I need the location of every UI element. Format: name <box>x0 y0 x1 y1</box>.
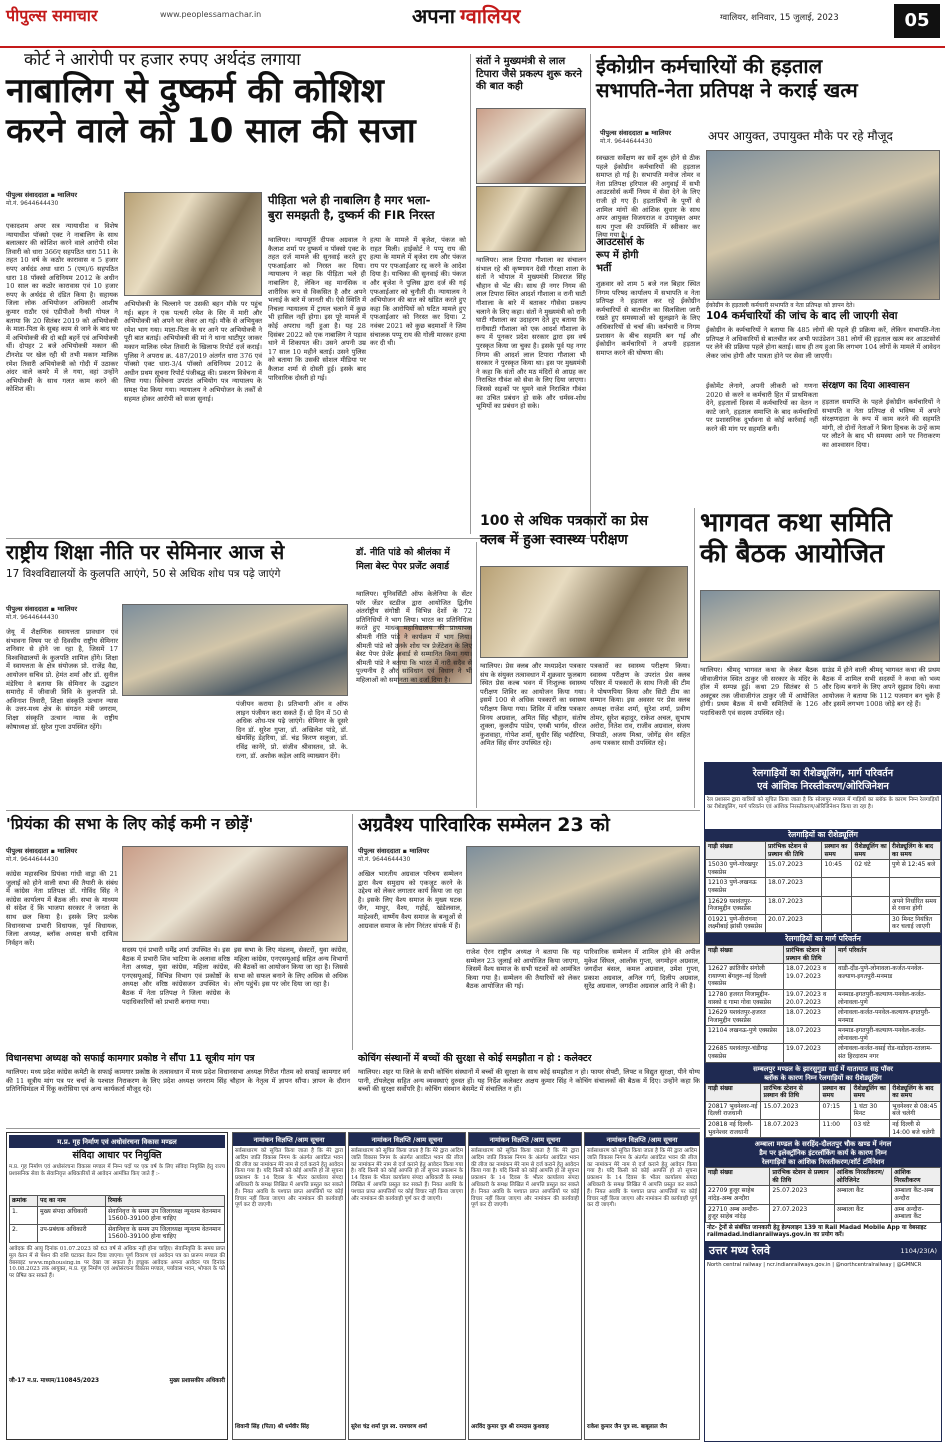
railway-t4-head-2: डैम पर इलेक्ट्रॉनिक इंटरलॉकिंग कार्य के कारण निम्न <box>759 1149 887 1158</box>
notice-text: सर्वसाधारण को सूचित किया जाता है कि मेरे द्वारा आदिम जाति विकास निगम के अंतर्गत आवंटित भवन की लीज का नामांकन मेरे नाम से दर्ज कराने हेतु आवेदन किया गया है। यदि किसी को कोई आपत्ति हो तो सूचना प्रकाशन के 14 दिवस के भीतर कार्यालय संपदा अधिकारी के समक्ष लिखित में आपत्ति प्रस्तुत कर सकते हैं। नियत अवधि के पश्चात प्राप्त आपत्तियों पर कोई विचार नहीं किया जाएगा और नामांकन की कार्यवाही पूर्ण कर दी जाएगी। <box>235 1148 343 1209</box>
table-row <box>10 1206 225 1224</box>
railway-footer-note: नोट- ट्रेनों से संबंधित जानकारी हेतु हेल्पलाइन 139 या Rail Madad Mobile App या वेबसाइट railmadad.indianrailways.gov.in का प्रयोग करें। <box>707 1224 927 1238</box>
story1-headline-1: नाबालिग से दुष्कर्म की कोशिश <box>6 70 384 111</box>
cell: अम्ब अन्दौरा-अम्बाला कैंट <box>892 1204 941 1222</box>
housing-contact: मुख्य प्रशासकीय अधिकारी <box>169 1377 225 1384</box>
agrawal-meeting-photo <box>466 846 700 944</box>
story2-headline-2: बुरा समझती है, दुष्कर्म की FIR निरस्त <box>268 208 435 223</box>
table-row <box>706 896 941 914</box>
col-header: प्रस्थान का समय <box>822 842 852 860</box>
seminar-photo <box>122 604 348 696</box>
cell: वाडी-दौंड-पुणे-लोनावला-कर्जत-पनवेल-कल्याण-इगतपुरी-मनमाड <box>836 964 941 990</box>
cell <box>822 878 852 896</box>
notice-4 <box>584 1132 700 1440</box>
col-header: क्रमांक <box>10 1195 38 1206</box>
divider <box>476 542 477 808</box>
mobile: मो.नं. 9644644430 <box>6 614 59 621</box>
cell: सेवानिवृत्त के समय उप जिलाध्यक्ष न्यूनतम वेतनमान 15600-39100 होना चाहिए <box>106 1224 225 1242</box>
story6-headline-1: डॉ. नीति पांडे को श्रीलंका में <box>356 547 450 558</box>
reporter: पीपुल्स संवाददाता <box>6 191 49 199</box>
cell: 20818 नई दिल्ली-भुवनेश्वर राजधानी <box>706 1120 761 1138</box>
cell: 27.07.2023 <box>770 1204 834 1222</box>
cell <box>852 878 890 896</box>
table-row <box>706 964 941 990</box>
housing-dept: म.प्र. गृह निर्माण एवं अधोसंरचना विकास मण्डल <box>9 1135 225 1148</box>
story7-col2: पत्रकारों का स्वास्थ्य परीक्षण किया। स्वास्थ्य परीक्षण के उपरांत प्रेस क्लब परिसर में पत्रकारों के साथ निजी की टीम ने पोषणपिया किया और सिटी टीम का सम्मान किया। इस अवसर पर प्रेस क्लब अध्यक्ष राजेश शर्मा, सुरेश शर्मा, प्रवीण तोमर, सुरेश बहादुर, राकेश अचल, सुभाष अरोरा, नितेश राव, राजीव अग्रवाल, संजय त्रिपाठी, अजय मिश्रा, जोगेंद्र सेन सहित अन्य पत्रकार साथी उपस्थित रहे। <box>590 662 690 748</box>
col-header: गाड़ी संख्या <box>706 945 784 963</box>
col-header: प्रारंभिक स्टेशन से प्रस्थान की तिथि <box>784 945 836 963</box>
city: ग्वालियर <box>409 847 429 855</box>
table-row <box>706 1186 941 1204</box>
story-saints-cm <box>476 56 584 116</box>
cell: 19.07.2023 व 20.07.2023 <box>784 989 836 1007</box>
cell: लोनावला-कर्जत-पनवेल-कल्याण-इगतपुरी-मनमाड <box>836 1008 941 1026</box>
cell: 30 मिनट नियंत्रित कर चलाई जाएगी <box>889 914 940 932</box>
reporter: पीपुल्स संवाददाता <box>358 847 401 855</box>
divider <box>352 814 353 1050</box>
ambala-table <box>705 1167 941 1223</box>
story2-col2: हत्या के मामले में बृजेश, पंकज को राहत मिली। हाईकोर्ट ने पप्पू राय की हत्या के मामले में बृजेश राय और पंकज राय पर एफआईआर रद्द करने के आदेश दिया है। याचिका की सुनवाई की। पंकज और बृजेश ने पुलिस द्वारा दर्ज की गई एफआईआर को चुनौती दी। न्यायालय ने अभियोजन की बात को खंडित करते हुए कहा कि आरोपियों को घटित मामले हुए एफआईआर को निरस्त कर दिया। 2 नवंबर 2021 को कुछ बदमाशों ने जिम संचालक पप्पू राय की गोली मारकर हत्या कर दी थी। <box>370 236 466 348</box>
story10-col2: राजेश ऐरन राष्ट्रीय अध्यक्ष ने बताया कि यह सम्मेलन 23 जुलाई को आयोजित किया जाएगा, जिसमें वैश्य समाज के सभी घटकों को आमंत्रित किया गया है। सम्मेलन की तैयारियों को लेकर बैठक आयोजित की गई। <box>466 948 580 991</box>
col-header: पद का नाम <box>38 1195 106 1206</box>
story-education-seminar <box>6 542 350 598</box>
cell: 22685 यशवंतपुर-चंडीगढ़ एक्सप्रेस <box>706 1044 784 1062</box>
notice-signature: सुरेश चंद्र शर्मा पुत्र स्व. रामचरण शर्मा <box>351 1424 427 1430</box>
story4-col1b: शुक्रवार को शाम 5 बजे नल बिहार स्थित निगम परिषद कार्यालय में सभापति व नेता प्रतिपक्ष ने हड़ताल कर रहे ईकोग्रीन कर्मचारियों से बातचीत का सिलसिला जारी रखते हुए समस्याओं को सुलझाने के लिए अधिकारियों से चर्चा की। कर्मचारी व निगम प्रशासन के बीच सहमति बन गई और ईकोग्रीन कर्मचारियों ने अपनी हड़ताल समाप्त करने की घोषणा की। <box>596 280 700 357</box>
story11-headline: विधानसभा अध्यक्ष को सफाई कामगार प्रकोष्ठ ने सौंपा 11 सूत्रीय मांग पत्र <box>6 1053 255 1064</box>
story1-headline-2: करने वाले को 10 साल की सजा <box>6 110 416 151</box>
section-title <box>412 6 520 36</box>
outsource-subhead: आउटसोर्स के रूप में होगी भर्ती <box>596 237 645 274</box>
table-row <box>706 878 941 896</box>
railway-banner <box>705 763 941 795</box>
story1-col2: अभियोक्त्री के चिल्लाने पर उसकी बहन मौके पर पहुंच गई। बहन ने एक पत्थरी रमेश के सिर में मारी और अभियोक्त्री को अपने घर लेकर आ गई। मौके से अभियुक्त रमेश भाग गया। माता-पिता के घर आने पर अभियोक्त्री ने पूरी बात बताई। अभियोक्त्री की मां ने थाना थाटीपुर जाकर मकान मालिक रमेश तिवारी के खिलाफ रिपोर्ट दर्ज कराई। पुलिस ने अपराध क्र. 487/2019 अंतर्गत धारा 376 एवं पॉक्सो एक्ट धारा-3/4 पॉक्सो अधिनियम 2012 के अधीन प्रथम सूचना रिपोर्ट पंजीबद्ध की। प्रकरण विवेचना में लिया गया। विवेचना उपरांत अभियोग पत्र न्यायालय के समक्ष पेश किया गया। न्यायालय ने अभियोजन के तर्कों से सहमत होकर आरोपी को सजा सुनाई। <box>124 300 262 403</box>
railway-t4-head-1: अम्बाला मण्डल के सरहिंद-दौलतपुर चौक खण्ड में नंगल <box>754 1140 892 1149</box>
section-title-b: ग्वालियर <box>460 4 521 28</box>
sambalpur-table <box>705 1083 941 1139</box>
cell <box>889 878 940 896</box>
cell: मनमाड-इगतपुरी-कल्याण-पनवेल-कर्जत-लोनावला-पुणे <box>836 989 941 1007</box>
story8-headline-1: भागवत कथा समिति <box>700 508 892 538</box>
housing-intro: म.प्र. गृह निर्माण एवं अधोसंरचना विकास मण्डल में निम्न पदों पर एक वर्ष के लिए संविदा नियुक्ति हेतु राज्य प्रशासनिक सेवा के सेवानिवृत्त अधिकारियों से आवेदन आमंत्रित किए जाते हैं :- <box>9 1163 225 1177</box>
col-header: प्रारंभिक स्टेशन से प्रस्थान की तिथि <box>765 842 821 860</box>
col-header: आंशिक निरस्तीकरण/ओरिजिनेट <box>834 1168 892 1186</box>
divider <box>470 54 471 534</box>
col-header: आंशिक निरस्तीकरण <box>892 1168 941 1186</box>
story4-headline-2: सभापति-नेता प्रतिपक्ष ने कराई खत्म <box>596 78 858 102</box>
story1-col1: एकादशम अपर सत्र न्यायाधीश व विशेष न्यायाधीश पॉक्सो एक्ट ने नाबालिग के साथ बलात्कार की कोशिश करने वाले आरोपी रमेश तिवारी को धारा 366ए सहपठित धारा 511 के तहत 10 वर्ष के कठोर कारावास व 5 हजार रुपए अर्थदंड अधा धारा 5 (एम)/6 सहपठित धारा 18 पॉक्सो अधिनियम 2012 के अधीन 10 साल का कठोर कारावास एवं 10 हजार रुपए के अर्थदंड से दंडित किया है। सहायक जिला लोक अभियोजन अधिकारी आशीष कुमार राठौर एवं एडीपीओ नैन्सी गोयल ने बताया कि 20 सितंबर 2019 को अभियोक्त्री के माता-पिता के सुबह काम से जाने के बाद घर में अभियोक्त्री की दो बड़ी बहनें एवं अभियोक्त्री थीं। दोपहर 2 बजे अभियोक्त्री मकान की टीनशेड पर खेल रही थी तभी मकान मालिक रमेश तिवारी अभियोक्त्री को गोदी में उठाकर अंदर वाले कमरे में ले गया, वहां उन्होंने अभियोक्त्री के साथ गलत काम करने की कोशिश की। <box>6 222 118 394</box>
mobile: मो.नं. 9644644430 <box>600 138 653 145</box>
notice-1 <box>232 1132 346 1440</box>
col-header: प्रारंभिक स्टेशन से प्रस्थान की तिथि <box>761 1083 820 1101</box>
notice-title: नामांकन विज्ञप्ति /आम सूचना <box>469 1133 581 1146</box>
congress-meeting-photo <box>122 846 348 942</box>
story-fir-quashed <box>268 194 466 234</box>
col-header: प्रारंभिक स्टेशन से प्रस्थान की तिथि <box>770 1168 834 1186</box>
cell: नई दिल्ली से 14:00 बजे चलेगी <box>890 1120 941 1138</box>
story5-col1: जेयू में शैक्षणिक स्वायत्तता प्रावधान एवं संभावना विषय पर दो दिवसीय राष्ट्रीय सेमिनार शनिवार से होने जा रहा है, जिसमें 17 विश्वविद्यालयों के कुलपति शामिल होंगे। शिक्षा में स्वायत्तता के क्षेत्र संयोजक प्रो. राजेंद्र वैद्य, आयोजन सचिव प्रो. हेमंत शर्मा और डॉ. सुनील मंडेरिया ने बताया कि सेमिनार के उद्घाटन समारोह में जीवाजी विवि के कुलपति प्रो. अविनाश तिवारी, शिक्षा संस्कृति उत्थान न्यास के उत्तर-मध्य क्षेत्र के संगठन मंत्री जगराम, शिक्षा संस्कृति उत्थान न्यास के राष्ट्रीय कोषाध्यक्ष डॉ. सुरेश गुप्ता उपस्थित रहेंगे। <box>6 628 118 731</box>
story12-body: ग्वालियर। शहर या जिले के सभी कोचिंग संस्थानों में बच्चों की सुरक्षा के साथ कोई समझौता न हो। फायर सेफ्टी, लिफ्ट व विद्युत सुरक्षा, पीने योग्य पानी, टॉयलेट्स सहित अन्य व्यवस्थाएं दुरुस्त हों। यह निर्देश कलेक्टर अक्षय कुमार सिंह ने कोचिंग संचालकों की बैठक में दिए। उन्होंने कहा कि बच्चों की सुरक्षा सर्वोपरि है। कोचिंग संस्थान बेसमेंट में संचालित न हों। <box>358 1068 700 1094</box>
cell: 18.07.2023 व 19.07.2023 <box>784 964 836 990</box>
masthead <box>0 0 945 48</box>
cell: 2. <box>10 1224 38 1242</box>
story2-headline-1: पीड़िता भले ही नाबालिग है मगर भला- <box>268 193 431 207</box>
story4-subhead: अपर आयुक्त, उपायुक्त मौके पर रहे मौजूद <box>708 129 893 143</box>
notice-title: नामांकन विज्ञप्ति /आम सूचना <box>349 1133 465 1146</box>
gavel-photo <box>124 192 262 296</box>
reporter: पीपुल्स संवाददाता <box>6 847 49 855</box>
story-ecogreen-strike <box>596 56 940 136</box>
strike-photo-caption: ईकोग्रीन के हड़ताली कर्मचारी सभापति व नेता प्रतिपक्ष को ज्ञापन देते। <box>706 302 855 309</box>
housing-body: आवेदक की आयु दिनांक 01.07.2023 को 63 वर्ष से अधिक नहीं होना चाहिए। सेवानिवृत्ति के समय प्राप्त मूल वेतन में से पेंशन की राशि घटाकर वेतन दिया जाएगा। पूर्ण विवरण एवं आवेदन पत्र का प्रारूप मण्डल की वेबसाइट www.mphousing.in पर देखा जा सकता है। इच्छुक आवेदक अपना आवेदन पत्र दिनांक 10.08.2023 तक आयुक्त, म.प्र. गृह निर्माण एवं अधोसंरचना विकास मण्डल, पर्यावास भवन, भोपाल के पते पर प्रेषित कर सकते हैं। <box>9 1245 225 1280</box>
cell <box>852 896 890 914</box>
railway-socials[interactable]: North central railway | ncr.indianrailways.gov.in | @northcentralrailway | @GMNCR <box>707 1262 922 1269</box>
table-row <box>706 1204 941 1222</box>
story7-headline-1: 100 से अधिक पत्रकारों का प्रेस <box>480 513 648 529</box>
divider <box>6 810 700 811</box>
col-header: रीशेड्यूलिंग के बाद का समय <box>890 1083 941 1101</box>
story6-headline-2: मिला बेस्ट पेपर प्रजेंट अवार्ड <box>356 560 450 572</box>
cell: 10:45 <box>822 860 852 878</box>
mobile: मो.नं. 9644644430 <box>6 200 59 207</box>
cell <box>852 914 890 932</box>
cell: 20817 भुवनेश्वर-नई दिल्ली राजधानी <box>706 1101 761 1119</box>
housing-posts-table <box>9 1195 225 1243</box>
cm-meeting-photo <box>476 186 586 252</box>
cell: 18.07.2023 <box>784 1026 836 1044</box>
section-title-a: अपना <box>412 4 455 28</box>
mobile: मो.नं. 9644644430 <box>358 856 411 863</box>
railway-t3-head-1: सम्बलपुर मण्डल के झारसुगुडा यार्ड में यातायात सह पॉवर <box>753 1064 893 1073</box>
story6-body: ग्वालियर। यूनिवर्सिटी ऑफ केलेनिया के सेंटर फॉर जेंडर स्टडीज द्वारा आयोजित द्वितीय अंतर्राष्ट्रीय संगोष्ठी में विभिन्न देशों के 72 प्रतिनिधियों ने भाग लिया। भारत का प्रतिनिधित्व करते हुए माधव महाविद्यालय की प्राध्यापक श्रीमती नीति पांडे ने कार्यक्रम में भाग लिया। श्रीमती पांडे को उनके शोध पत्र प्रेजेंटेशन के लिए बेस्ट पेपर प्रेजेंट अवार्ड से सम्मानित किया गया। श्रीमती पांडे ने बताया कि भारत में नारी सदैव से पूज्यनीय है और सांविधान एवं विधान ने भी महिलाओं को समानता का दर्जा दिया है। <box>356 590 472 684</box>
story8-headline-2: की बैठक आयोजित <box>700 539 884 570</box>
cell: 07:15 <box>820 1101 851 1119</box>
railway-t3-head-2: ब्लॉक के कारण निम्न रेलगाड़ियों का रीशेड्यूलिंग <box>764 1073 882 1082</box>
reporter: पीपुल्स संवाददाता <box>6 605 49 613</box>
paper-name: पीपुल्स समाचार <box>6 6 98 25</box>
cell: 18.07.2023 <box>784 1008 836 1026</box>
cell: 11:00 <box>820 1120 851 1138</box>
cell: 12103 पुणे-लखनऊ एक्सप्रेस <box>706 878 766 896</box>
divider <box>6 1128 700 1129</box>
cell: 18.07.2023 <box>765 878 821 896</box>
cell: 15030 पुणे-गोरखपुर एक्सप्रेस <box>706 860 766 878</box>
cell: 12104 लखनऊ-पुणे एक्सप्रेस <box>706 1026 784 1044</box>
cell: भुवनेश्वर से 08:45 बजे चलेगी <box>890 1101 941 1119</box>
reschedule-table <box>705 841 941 933</box>
cell: अम्बाला कैंट <box>834 1186 892 1204</box>
story-press-health-camp <box>480 514 690 564</box>
cell: 12629 यशवंतपुर-निजामुद्दीन एक्सप्रेस <box>706 896 766 914</box>
health-camp-photo <box>480 566 688 658</box>
railway-t1-head: रेलगाड़ियों का रीशेड्यूलिंग <box>705 829 941 841</box>
divider <box>694 508 695 808</box>
story4-headline-1: ईकोग्रीन कर्मचारियों की हड़ताल <box>596 54 823 78</box>
cell: 18.07.2023 <box>765 896 821 914</box>
diversion-table <box>705 945 941 1063</box>
col-header: गाड़ी संख्या <box>706 842 766 860</box>
railway-code: 1104/23(A) <box>900 1246 937 1255</box>
site-url[interactable]: www.peoplessamachar.in <box>160 10 262 19</box>
col-header: रिमार्क <box>106 1195 225 1206</box>
strike-photo <box>706 150 940 300</box>
story10-byline: पीपुल्स संवाददाता ▪ ग्वालियर मो.नं. 9644644430 <box>358 846 466 868</box>
col-header: गाड़ी संख्या <box>706 1083 761 1101</box>
divider <box>590 54 591 534</box>
railway-t4-head-3: रेलगाड़ियों का आंशिक निरस्तीकरण/शॉर्ट टर्मिनेशन <box>761 1158 885 1167</box>
cell: 1. <box>10 1206 38 1224</box>
table-row <box>706 1120 941 1138</box>
story3-body: ग्वालियर। लाल टिपारा गौशाला का संचालन संभाल रहे श्री कृष्णायन देसी गौरक्षा शाला के संतों ने भोपाल में मुख्यमंत्री शिवराज सिंह चौहान से भेंट की। साथ ही नगर निगम की लाल टिपारा स्थित आदर्श गौशाला व रानी घाटी गौशाला के बारे में बताकर गौसेवा प्रकल्प चलाने के लिए कहा। संतों ने मुख्यमंत्री को रानी घाटी गौशाला का उदाहरण देते हुए बताया कि रानीघाटी गौशाला को एक आदर्श गौशाला के रूप में पूनकर प्रदेश सरकार द्वारा इस वर्ष पुरस्कृत किया जा चुका है। इसके पूर्व यह नगर निगम की आदर्श लाल टिपारा गौशाला भी सरकार ने पुरस्कृत किया था। इस पर मुख्यमंत्री ने कहा कि संतों और मठ मंदिरों से आग्रह कर निराश्रित गौवंश को सेवा के लिए दिया जाएगा। जिससे सड़कों पर घूमने वाले निराश्रित गौवंश का उचित प्रबंधन हो सके और धर्मस्व-शोध भूमियों का प्रबंधन हो सके। <box>476 256 586 411</box>
story7-col1: ग्वालियर। प्रेस क्लब और मध्यप्रदेश पत्रकार संघ के संयुक्त तत्वावधान में शुक्रवार फूलबाग स्थित प्रेस कल्ब भवन में निःशुल्क स्वास्थ्य परीक्षण शिविर का आयोजन किया गया। इसमें 100 से अधिक पत्रकारों का स्वास्थ्य परीक्षण किया गया। शिविर में वरिष्ठ पत्रकार विनय अग्रवाल, अमित सिंह चौहान, संतोष शुक्ला, कुलदीप पांडेय, एनबी भार्गव, धीरज कुशवाहा, गोपेश शर्मा, सुधीर सिंह भदौरिया, अमित सिंह सेंगर उपस्थित रहे। <box>480 662 586 748</box>
cell: 22709 हुजूर साहेब नांदेड़-अम्ब अन्दौरा <box>706 1186 770 1204</box>
cell: उप-प्रबंधक अधिकारी <box>38 1224 106 1242</box>
story10-headline: अग्रवैश्य पारिवारिक सम्मेलन 23 को <box>358 814 610 836</box>
story3-headline: संतों ने मुख्यमंत्री से लाल टिपारा जैसे प्रकल्प शुरू करने की बात कही <box>476 56 582 92</box>
cell: 19.07.2023 <box>784 1044 836 1062</box>
railway-t3-head <box>705 1063 941 1083</box>
story4-byline: पीपुल्स संवाददाता ▪ ग्वालियर मो.नं. 9644644430 <box>600 128 704 150</box>
railway-banner-2: एवं आंशिक निरस्तीकरण/ओरिजिनेशन <box>757 781 889 792</box>
table-row <box>706 1026 941 1044</box>
story9-col2: सदस्य एवं प्रभारी धर्मेंद्र शर्मा उपस्थित थे। इस बैठक में प्रभारी शिव भाटिया के अलावा वरिष्ठ नेता अध्यक्ष, युवा कांग्रेस, महिला कांग्रेस, एनएसयूआई, विभिन्न विभाग एवं प्रकोष्ठों के अध्यक्ष और वरिष्ठ कांग्रेसजन उपस्थित थे। बैठक में नेता प्रतिपक्ष ने जिला कांग्रेस के पदाधिकारियों को प्रभारी बनाया गया। <box>122 946 230 1006</box>
cell: सेवानिवृत्त के समय उप जिलाध्यक्ष न्यूनतम वेतनमान 15600-39100 होना चाहिए <box>106 1206 225 1224</box>
col-header: रीशेड्यूलिंग का समय <box>852 842 890 860</box>
story9-col3: इस सभा के लिए मंडलम्, सेक्टरों, युवा कांग्रेस, महिला कांग्रेस, एनएसयूआई सहित अन्य विभागों की बैठकों का आयोजन किया जा रहा है। जिससे सभा को सफल बनाने के लिए अधिक से अधिक लोग पहुंचें। इस पर जोर दिया जा रहा है। <box>234 946 348 989</box>
story4-highlight-text: ईकोग्रीन के कर्मचारियों ने बताया कि 485 लोगों की पहले ही प्रक्रिया करें, लेकिन सभापति-नेता प्रतिपक्ष ने अधिकारियों से बातचीत कर अभी फाउंडेशन 381 लोगों की हड़ताल खत्म कर आउटसोर्स पर लेने की प्रक्रिया पहले होना बताई। साथ ही तय हुआ कि लगभग 104 लोगों के मामले में आवेदन लेकर जांच होगी और पात्रता होने पर सेवा ली जाएगी। <box>706 326 940 360</box>
story2-col1: ग्वालियर। न्यायमूर्ति दीपक अग्रवाल ने कैलाश शर्मा पर दुष्कर्म व पॉक्सो एक्ट के तहत दर्ज मामले की सुनवाई करते हुए एफआईआर को निरस्त कर दिया। न्यायालय ने कहा कि पीड़िता भले ही नाबालिग है, लेकिन वह मानसिक व शारीरिक रूप से विकसित है और अपने भलाई के बारे में जानती थी। ऐसे स्थिति में निचला न्यायालय में ट्रायल चलाने में कुछ भी हासिल नहीं होगा। इस पूरे मामले में कोई अपराध नहीं हुआ है। यह 28 दिसंबर 2022 को एक नाबालिग ने पड़ाव थाने में शिकायत की। उसने अपनी उम्र 17 साल 10 महीने बताई। उसने पुलिस को बताया कि उसकी सोशल मीडिया पर कैलाश शर्मा से दोस्ती हुई। इसके बाद पारिवारिक दोस्ती हो गई। <box>268 236 367 382</box>
story5-byline: पीपुल्स संवाददाता ▪ ग्वालियर मो.नं. 9644644430 <box>6 604 116 626</box>
cell: मनमाड-इगतपुरी-कल्याण-पनवेल-कर्जत-लोनावला-पुणे <box>836 1026 941 1044</box>
cell: लोनावला-कर्जत-वसई रोड-वडोदरा-रतलाम-संत हिरदाराम नगर <box>836 1044 941 1062</box>
cell: पुणे से 12:45 बजे <box>889 860 940 878</box>
reporter: पीपुल्स संवाददाता <box>600 129 643 137</box>
cell: अम्बाला कैंट-अम्ब अन्दौरा <box>892 1186 941 1204</box>
protection-subhead: संरक्षण का दिया आश्वासन <box>822 381 910 391</box>
paper-logo[interactable] <box>6 6 156 30</box>
cell: 20.07.2023 <box>765 914 821 932</box>
cell: 12627 क्रांतिवीर संगोली रायाण्णा बेंगलुरु-नई दिल्ली एक्सप्रेस <box>706 964 784 990</box>
table-row <box>706 860 941 878</box>
col-header: रीशेड्यूलिंग का समय <box>851 1083 890 1101</box>
dateline: ग्वालियर, शनिवार, 15 जुलाई, 2023 <box>720 13 839 23</box>
railway-brand-bar <box>705 1241 941 1260</box>
story-bhagwat-katha <box>700 510 940 586</box>
story10-col3: पारिवारिक सम्मेलन में शामिल होने की अपील मुकेश सिंघल, आलोक गुप्ता, जगमोहन अग्रवाल, जगदीश बंसल, कमल अग्रवाल, उमेश गुप्ता, प्रकाश अग्रवाल, अनिल गर्ग, दिलीप अग्रवाल, सुरेंद्र अग्रवाल, जगदीश अग्रवाल आदि ने की है। <box>584 948 700 991</box>
col-header: गाड़ी संख्या <box>706 1168 770 1186</box>
story9-byline: पीपुल्स संवाददाता ▪ ग्वालियर मो.नं. 9644644430 <box>6 846 116 868</box>
story4-col2: ईकोमेंट लेनागे, अपनी लीकरी को गणना 2020 से करने व कर्मचारी हित में प्राथमिकता देने, हड़तालों दिवस में कर्मचारियों का वेतन न काटे जाने, हड़ताल समाप्ति के बाद कर्मचारियों पर प्रशासनिक दुर्भावना से कोई कार्रवाई नहीं करने की मांग पर सहमति बनी। <box>706 382 818 433</box>
story10-col1: अखिल भारतीय अग्रवाल परिचय सम्मेलन द्वारा वैश्य समुदाय को एकजुट करने के उद्देश्य को लेकर लगातार कार्य किया जा रहा है। इसके लिए वैश्य समाज के मुख्य घटक जैन, माथुर, वैश्य, गहोई, खंडेलवाल, माहेश्वरी, वार्ष्णेय वैश्य समाज के बन्धुओं से आग्रवाल समाज के लोग निरंतर संपर्क में हैं। <box>358 870 462 930</box>
railway-ad <box>704 762 942 1442</box>
story5-headline: राष्ट्रीय शिक्षा नीति पर सेमिनार आज से <box>6 540 285 564</box>
cell: 25.07.2023 <box>770 1186 834 1204</box>
cell: अपने निर्धारित समय से रवाना होगी <box>889 896 940 914</box>
story5-subhead: 17 विश्वविद्यालयों के कुलपति आएंगे, 50 से अधिक शोध पत्र पढ़े जाएंगे <box>6 568 281 580</box>
story4-col3: हड़ताल समाप्ति के पहले ईकोग्रीन कर्मचारियों ने सभापति व नेता प्रतिपक्ष से भविष्य में अपने संरक्षणदाता के रूप में काम करने की सहमति मांगी, तो दोनों नेताओं ने बिना हिचक के उन्हें काम पर लौटने के बाद भी समस्या आने पर निराकरण का आश्वासन दिया। <box>822 398 940 449</box>
cell: 22710 अम्ब अन्दौरा-हुजूर साहेब नांदेड़ <box>706 1204 770 1222</box>
cell: 12780 हजरत निजामुद्दीन-वास्को द गामा गोवा एक्सप्रेस <box>706 989 784 1007</box>
notice-2 <box>348 1132 466 1440</box>
col-header: प्रस्थान का समय <box>820 1083 851 1101</box>
col-header: मार्ग परिवर्तन <box>836 945 941 963</box>
story4-col1: स्वच्छता सर्वेक्षण का सर्वे शुरू होने से ठीक पहले ईकोग्रीन कर्मचारियों की हड़ताल समाप्त हो गई है। सभापति मनोज तोमर व नेता प्रतिपक्ष हरिपाल की अगुवाई में सभी आउटसोर्स कर्मी नियम में सेवा देने के लिए राजी हो गए हैं। हड़तालियों के पूर्णों से शामिल मांगों की आंशिक सुधार के साथ अपर आयुक्त विजयराज व उपायुक्त अमर सत्य गुप्ता की उपस्थिति में स्वीकार कर लिया गया है। <box>596 154 700 240</box>
cell: मुख्य संपदा अधिकारी <box>38 1206 106 1224</box>
notice-text: सर्वसाधारण को सूचित किया जाता है कि मेरे द्वारा आदिम जाति विकास निगम के अंतर्गत आवंटित भवन की लीज का नामांकन मेरे नाम से दर्ज कराने हेतु आवेदन किया गया है। यदि किसी को कोई आपत्ति हो तो सूचना प्रकाशन के 14 दिवस के भीतर कार्यालय संपदा अधिकारी के समक्ष लिखित में आपत्ति प्रस्तुत कर सकते हैं। नियत अवधि के पश्चात प्राप्त आपत्तियों पर कोई विचार नहीं किया जाएगा और नामांकन की कार्यवाही पूर्ण कर दी जाएगी। <box>587 1148 697 1209</box>
railway-brand: उत्तर मध्य रेलवे <box>709 1244 770 1258</box>
story1-kicker: कोर्ट ने आरोपी पर हजार रुपए अर्थदंड लगाया <box>24 50 301 70</box>
railway-intro: रेल प्रशासन द्वारा यात्रियों को सूचित किया जाता है कि सोलापुर मण्डल में गाड़ियों का ब्लॉक के कारण निम्न रेलगाड़ियों का रीशेड्यूलिंग, मार्ग परिवर्तन एवं आंशिक निरस्तीकरण/ओरिजिनेशन किया जा रहा है। <box>707 797 939 810</box>
col-header: रीशेड्यूलिंग के बाद का समय <box>889 842 940 860</box>
katha-meeting-photo <box>700 590 940 662</box>
city: ग्वालियर <box>651 129 671 137</box>
notice-text: सर्वसाधारण को सूचित किया जाता है कि मेरे द्वारा आदिम जाति विकास निगम के अंतर्गत आवंटित भवन की लीज का नामांकन मेरे नाम से दर्ज कराने हेतु आवेदन किया गया है। यदि किसी को कोई आपत्ति हो तो सूचना प्रकाशन के 14 दिवस के भीतर कार्यालय संपदा अधिकारी के समक्ष लिखित में आपत्ति प्रस्तुत कर सकते हैं। नियत अवधि के पश्चात प्राप्त आपत्तियों पर कोई विचार नहीं किया जाएगा और नामांकन की कार्यवाही पूर्ण कर दी जाएगी। <box>471 1148 579 1209</box>
railway-t2-head: रेलगाड़ियों का मार्ग परिवर्तन <box>705 933 941 945</box>
cell: 01921 पुणे-वीरांगना लक्ष्मीबाई झांसी एक्सप्रेस <box>706 914 766 932</box>
notice-3 <box>468 1132 582 1440</box>
story1-byline: पीपुल्स संवाददाता ▪ ग्वालियर मो.नं. 9644644430 <box>6 190 116 214</box>
notice-title: नामांकन विज्ञप्ति /आम सूचना <box>585 1133 699 1146</box>
cell: 1 घंटा 30 मिनट <box>851 1101 890 1119</box>
cell: 03 घंटे <box>851 1120 890 1138</box>
table-row <box>706 1044 941 1062</box>
notice-signature: शिवानी सिंह (पिता) श्री धर्मवीर सिंह <box>235 1424 309 1430</box>
story5-col2: पंजीयन कराया है। प्रतिभागी ऑन व ऑफ लाइन पंजीयन करा सकते हैं। दो दिन में 50 से अधिक शोध-पत्र पढ़े जाएंगे। सेमिनार के दूसरे दिन डॉ. सुरेश गुप्ता, डॉ. अखिलेश पांडे, डॉ. खेमसिंह डेहरिया, डॉ. चंद्र किरण सलूजा, डॉ. रविंद्र कानेरे, प्रो. संजीव श्रीवास्तव, प्रो. के. रत्ना, डॉ. अशोक कड़ेल आदि व्याख्यान देंगे। <box>236 700 348 760</box>
cell: अम्बाला कैंट <box>834 1204 892 1222</box>
mobile: मो.नं. 9644644430 <box>6 856 59 863</box>
story4-highlight: 104 कर्मचारियों की जांच के बाद ली जाएगी सेवा <box>706 310 898 322</box>
table-row <box>706 1101 941 1119</box>
cell <box>822 896 852 914</box>
table-row <box>10 1224 225 1242</box>
saints-photo <box>476 108 586 184</box>
table-row <box>706 989 941 1007</box>
housing-board-ad <box>6 1132 228 1440</box>
railway-t4-head <box>705 1138 941 1167</box>
cell: 15.07.2023 <box>761 1101 820 1119</box>
story7-headline-2: क्लब में हुआ स्वास्थ्य परीक्षण <box>480 531 628 548</box>
city: ग्वालियर <box>57 847 77 855</box>
cell: 18.07.2023 <box>761 1120 820 1138</box>
notice-text: सर्वसाधारण को सूचित किया जाता है कि मेरे द्वारा आदिम जाति विकास निगम के अंतर्गत आवंटित भवन की लीज का नामांकन मेरे नाम से दर्ज कराने हेतु आवेदन किया गया है। यदि किसी को कोई आपत्ति हो तो सूचना प्रकाशन के 14 दिवस के भीतर कार्यालय संपदा अधिकारी के समक्ष लिखित में आपत्ति प्रस्तुत कर सकते हैं। नियत अवधि के पश्चात प्राप्त आपत्तियों पर कोई विचार नहीं किया जाएगा और नामांकन की कार्यवाही पूर्ण कर दी जाएगी। <box>351 1148 463 1202</box>
story8-col2: ग्राउंड में होने वाली श्रीमद् भागवत कथा की प्रथम बैठक में शामिल सभी सदस्यों ने कथा को भव्य और दिव्य बनाने के लिए अपने सुझाव दिये। कथा आयोजक ने बताया कि 112 यजमान बन चुके हैं और इसमें लगभग 1008 जोड़े बन रहे हैं। <box>822 666 940 709</box>
table-row <box>706 1008 941 1026</box>
story11-body: ग्वालियर। मध्य प्रदेश कांग्रेस कमेटी के सफाई कामगार प्रकोष्ठ के तत्वावधान में मध्य प्रदेश विधानसभा अध्यक्ष गिरीश गौतम को सफाई कामगार वर्ग की 11 सूत्रीय मांग पत्र पर चर्चा के पश्चात निराकरण के लिए प्रदेश अध्यक्ष जनराम सिंह चौहान के नेतृत्व में ज्ञापन सौंपा। ज्ञापन के दौरान प्रतिनिधिमंडल में रिंकू करोसिया एवं अन्य कार्यकर्ता मौजूद रहे। <box>6 1068 350 1094</box>
page-number: 05 <box>894 4 940 38</box>
story12-headline: कोचिंग संस्थानों में बच्चों की सुरक्षा से कोई समझौता न हो : कलेक्टर <box>358 1053 592 1064</box>
cell: 02 घंटे <box>852 860 890 878</box>
notice-signature: राकेश कुमार जैन पुत्र स्व. बाबूलाल जैन <box>587 1424 667 1430</box>
cell <box>822 914 852 932</box>
housing-ref: जी-17 म.प्र. माध्यम/110845/2023 <box>9 1377 100 1384</box>
city: ग्वालियर <box>57 605 77 613</box>
story8-col1: ग्वालियर। श्रीमद् भागवत कथा के लेकर बैठक जीवाजीगंज स्थित ठाकुर जी सरकार के मंदिर के हॉल में सम्पन्न हुई। कथा 29 सितंबर से 5 अक्टूबर तक जीवाजीगंज ठाकुर जी में आयोजित होगी। प्रथम बैठक में सभी समितियों के 126 पदाधिकारी एवं सदस्य उपस्थित रहे। <box>700 666 818 717</box>
notice-signature: अरविंद कुमार पुत्र श्री रामदास कुशवाह <box>471 1424 549 1430</box>
railway-banner-1: रेलगाड़ियों का रीशेड्यूलिंग, मार्ग परिवर्तन <box>752 768 894 779</box>
table-row <box>706 914 941 932</box>
story9-headline: 'प्रियंका की सभा के लिए कोई कमी न छोड़ें' <box>6 815 254 833</box>
notice-title: नामांकन विज्ञप्ति /आम सूचना <box>233 1133 345 1146</box>
cell: 15.07.2023 <box>765 860 821 878</box>
story9-col1: कांग्रेस महासचिव प्रियंका गांधी वाड्रा की 21 जुलाई को होने वाली सभा की तैयारी के संबंध में कांग्रेस नेता प्रतिपक्ष डॉ. गोविंद सिंह ने कांग्रेस कार्यालय में बैठक ली। सभा के माध्यम से संदेश दें कि भाजपा सरकार ने जनता के साथ छल किया है। इसके लिए प्रत्येक विधानसभा प्रभारी विधायक, पूर्व विधायक, जिला अध्यक्ष, ब्लॉक अध्यक्ष सभी दायित्व निर्वहन करें। <box>6 870 118 947</box>
cell: 12629 यशवंतपुर-हजरत निजामुद्दीन एक्सप्रेस <box>706 1008 784 1026</box>
city: ग्वालियर <box>57 191 77 199</box>
housing-title: संविदा आधार पर नियुक्ति <box>72 1150 162 1161</box>
